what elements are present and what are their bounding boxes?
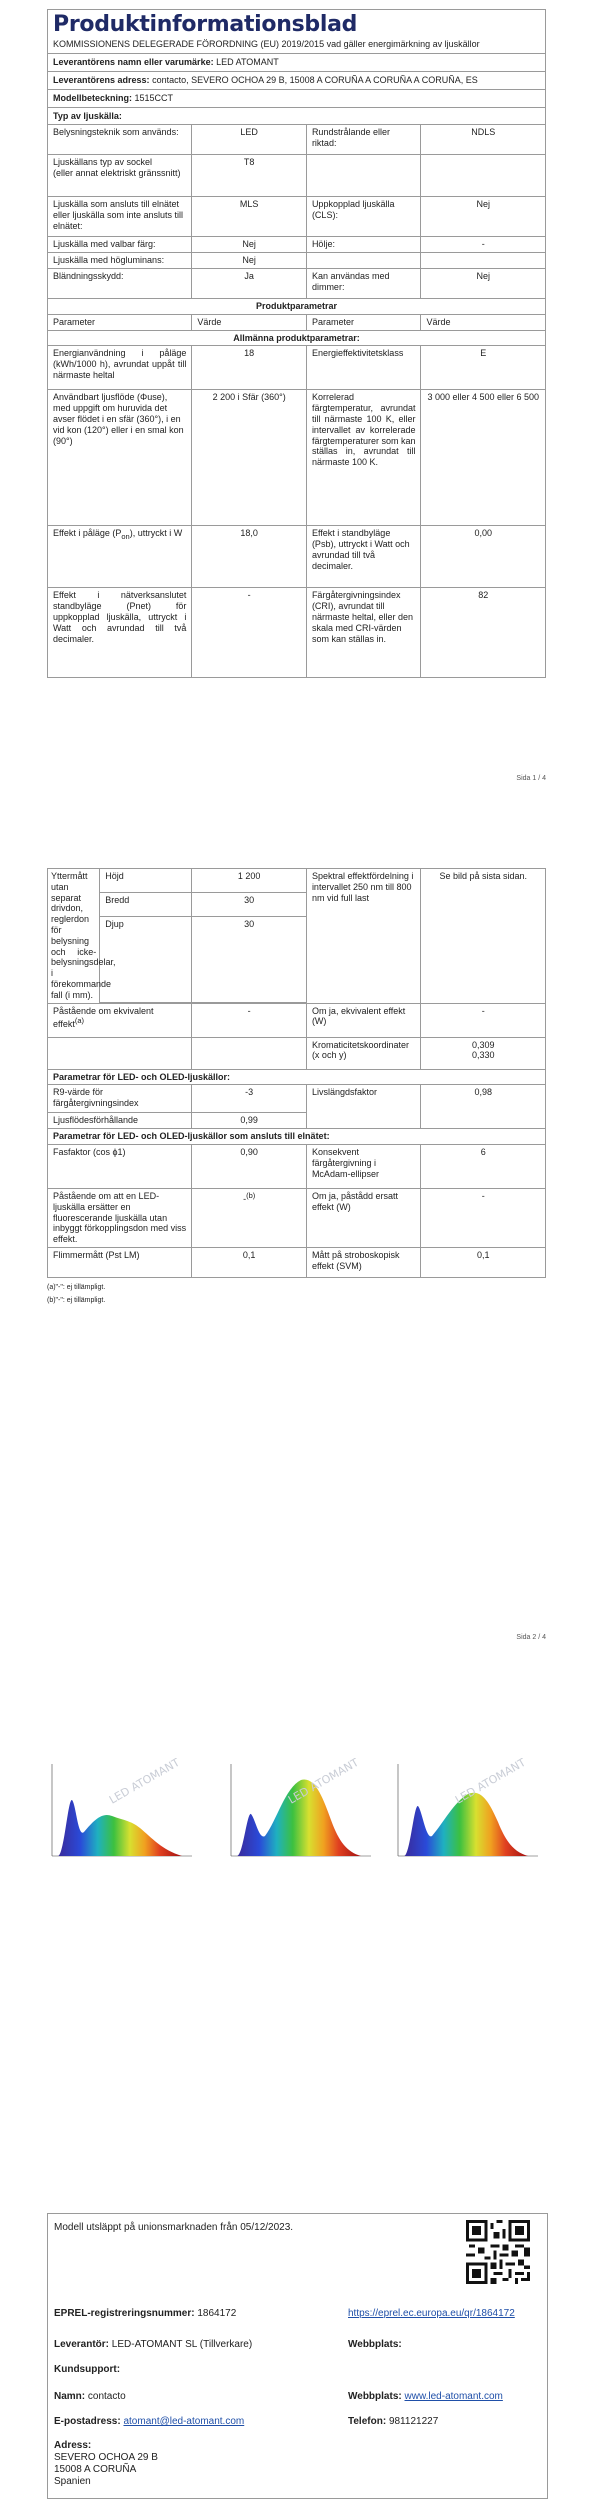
table-row bbox=[48, 1069, 546, 1085]
chroma-x: 0,309 bbox=[471, 1039, 495, 1050]
table-row bbox=[48, 390, 546, 526]
row-value: Nej bbox=[192, 237, 307, 253]
replace-value: -$^{(b)}$ bbox=[192, 1188, 307, 1247]
col-header: Parameter bbox=[48, 314, 192, 330]
row-value: Nej bbox=[421, 268, 546, 298]
supplier-value: LED-ATOMANT SL (Tillverkare) bbox=[111, 2339, 253, 2350]
socket-label: Ljuskällans typ av sockel bbox=[53, 157, 153, 168]
params-header: Produktparametrar bbox=[48, 298, 546, 314]
supplier-label: Leverantör: bbox=[54, 2339, 110, 2350]
light-type-table bbox=[47, 124, 546, 678]
row-label: Ljuskälla som ansluts till elnätet eller ljuskälla som inte ansluts till elnätet: bbox=[48, 197, 192, 237]
row-label bbox=[48, 155, 192, 197]
equiv-label: Påstående om ekvivalent effekt$^{(a)}$ bbox=[48, 1003, 192, 1037]
page-number: Sida 2 / 4 bbox=[516, 1634, 546, 1641]
spectrum-image-1 bbox=[42, 1758, 194, 1864]
page-2 bbox=[47, 868, 546, 1306]
website2-label: Webbplats: bbox=[348, 2391, 402, 2402]
row-label bbox=[306, 155, 421, 197]
row-label bbox=[306, 253, 421, 269]
qr-code-icon bbox=[466, 2220, 530, 2284]
row-value: Nej bbox=[192, 253, 307, 269]
dim-name: Höjd bbox=[100, 869, 192, 893]
dim-value: 30 bbox=[192, 892, 307, 916]
chroma-value bbox=[421, 1037, 546, 1069]
row-label: Användbart ljusflöde (Φuse), med uppgift om huruvida det avser flödet i en sfär (360°), i en vid kon (120°) eller i en smal kon (90°) bbox=[48, 390, 192, 526]
row-value: 2 200 i Sfär (360°) bbox=[192, 390, 307, 526]
supplier-address-label: Leverantörens adress: bbox=[53, 74, 150, 85]
model-row bbox=[48, 90, 545, 108]
row-label: Uppkopplad ljuskälla (CLS): bbox=[306, 197, 421, 237]
spectrum-graph bbox=[388, 1758, 540, 1864]
email-row bbox=[54, 2416, 244, 2428]
address-label: Adress: bbox=[54, 2440, 92, 2451]
spectrum-image-2 bbox=[221, 1758, 373, 1864]
row-label: Ljuskälla med valbar färg: bbox=[48, 237, 192, 253]
life-label: Livslängdsfaktor bbox=[306, 1085, 421, 1129]
r9-label: R9-värde för färgåtergivningsindex bbox=[48, 1085, 192, 1113]
row-label: Belysningsteknik som används: bbox=[48, 125, 192, 155]
flux-value: 0,99 bbox=[192, 1113, 307, 1129]
row-value: 0,00 bbox=[421, 526, 546, 588]
col-header: Värde bbox=[421, 314, 546, 330]
table-header-row bbox=[48, 314, 546, 330]
row-value: 3 000 eller 4 500 eller 6 500 bbox=[421, 390, 546, 526]
page-4-contact bbox=[47, 2213, 548, 2499]
row-value: MLS bbox=[192, 197, 307, 237]
document-title: Produktinformationsblad bbox=[53, 12, 358, 37]
row-label: Energianvändning i påläge (kWh/1000 h), avrundat uppåt till närmaste heltal bbox=[48, 346, 192, 390]
market-text: Modell utsläppt på unionsmarknaden från 05/12/2023. bbox=[54, 2222, 294, 2233]
row-label: Färgåtergivningsindex (CRI), avrundat till närmaste heltal, eller den skala med CRI-värden som kan ställas in. bbox=[306, 588, 421, 678]
table-row bbox=[48, 197, 546, 237]
row-label: Effekt i standbyläge (Psb), uttryckt i Watt och avrundad till två decimaler. bbox=[306, 526, 421, 588]
row-value: Ja bbox=[192, 268, 307, 298]
equiv2-value: - bbox=[421, 1003, 546, 1037]
website2-row bbox=[348, 2391, 503, 2403]
phone-row bbox=[348, 2416, 438, 2428]
address-line: SEVERO OCHOA 29 B bbox=[54, 2452, 158, 2463]
row-value: LED bbox=[192, 125, 307, 155]
row-value: 82 bbox=[421, 588, 546, 678]
phase-label: Fasfaktor (cos ϕ1) bbox=[48, 1144, 192, 1188]
footnote-b: (b)"-": ej tillämpligt. bbox=[47, 1297, 106, 1305]
table-row bbox=[48, 526, 546, 588]
strobe-value: 0,1 bbox=[421, 1247, 546, 1277]
row-value bbox=[421, 253, 546, 269]
table-row bbox=[48, 125, 546, 155]
supplier-name-value: LED ATOMANT bbox=[216, 57, 279, 68]
table-row bbox=[48, 330, 546, 346]
row-label: Effekt i nätverksanslutet standbyläge (Pnet) för uppkopplad ljuskälla, uttryckt i Watt och avrundad till två decimaler. bbox=[48, 588, 192, 678]
spectral-label: Spektral effektfördelning i intervallet 250 nm till 800 nm vid full last bbox=[306, 869, 421, 1004]
chroma-y: 0,330 bbox=[471, 1050, 495, 1061]
watermark: LED ATOMANT bbox=[286, 1758, 361, 1807]
name-value: contacto bbox=[87, 2391, 126, 2402]
spectrum-graph bbox=[42, 1758, 194, 1864]
phase-value: 0,90 bbox=[192, 1144, 307, 1188]
address-line: Spanien bbox=[54, 2476, 91, 2487]
row-label: Ljuskälla med högluminans: bbox=[48, 253, 192, 269]
dim-value: 30 bbox=[192, 916, 307, 1002]
macadam-value: 6 bbox=[421, 1144, 546, 1188]
dimensions-table bbox=[47, 868, 546, 1278]
equiv-value: - bbox=[192, 1003, 307, 1037]
row-value bbox=[421, 155, 546, 197]
replace2-value: - bbox=[421, 1188, 546, 1247]
mains-header: Parametrar för LED- och OLED-ljuskällor som ansluts till elnätet: bbox=[48, 1129, 546, 1145]
footnote-a: (a)"-": ej tillämpligt. bbox=[47, 1283, 106, 1291]
dim-name: Djup bbox=[100, 916, 192, 1002]
row-label: Effekt i påläge $(P_{on})$, uttryckt i W bbox=[48, 526, 192, 588]
row-value: 18 bbox=[192, 346, 307, 390]
row-value: T8 bbox=[192, 155, 307, 197]
row-value: 18,0 bbox=[192, 526, 307, 588]
website-label: Webbplats: bbox=[348, 2339, 402, 2350]
table-row bbox=[48, 1129, 546, 1145]
flux-label: Ljusflödesförhållande bbox=[48, 1113, 192, 1129]
r9-value: -3 bbox=[192, 1085, 307, 1113]
led-header: Parametrar för LED- och OLED-ljuskällor: bbox=[48, 1069, 546, 1085]
supplier-name-label: Leverantörens namn eller varumärke: bbox=[53, 57, 214, 68]
row-value: NDLS bbox=[421, 125, 546, 155]
col-header: Parameter bbox=[306, 314, 421, 330]
model-label: Modellbeteckning: bbox=[53, 92, 133, 103]
macadam-label: Konsekvent färgåtergivning i McAdam-ellipser bbox=[306, 1144, 421, 1188]
row-label: Bländningsskydd: bbox=[48, 268, 192, 298]
row-value: - bbox=[192, 588, 307, 678]
light-type-heading: Typ av ljuskälla: bbox=[53, 110, 122, 121]
eprel-label: EPREL-registreringsnummer: bbox=[54, 2308, 195, 2319]
row-label: Hölje: bbox=[306, 237, 421, 253]
life-value: 0,98 bbox=[421, 1085, 546, 1129]
page-1 bbox=[47, 9, 546, 678]
dim-name: Bredd bbox=[100, 892, 192, 916]
table-row bbox=[48, 1188, 546, 1247]
equiv2-label: Om ja, ekvivalent effekt (W) bbox=[306, 1003, 421, 1037]
socket-label-sub: (eller annat elektriskt gränssnitt) bbox=[53, 168, 181, 179]
table-row bbox=[48, 1037, 546, 1069]
dim-value: 1 200 bbox=[192, 869, 307, 893]
address-block bbox=[54, 2440, 158, 2488]
replace2-label: Om ja, påstådd ersatt effekt (W) bbox=[306, 1188, 421, 1247]
general-header: Allmänna produktparametrar: bbox=[48, 330, 546, 346]
spectrum-image-3 bbox=[388, 1758, 540, 1864]
website-link[interactable]: www.led-atomant.com bbox=[404, 2391, 503, 2402]
phone-value: 981121227 bbox=[388, 2416, 439, 2427]
eprel-link[interactable]: https://eprel.ec.europa.eu/qr/1864172 bbox=[348, 2308, 515, 2319]
chroma-label: Kromaticitetskoordinater (x och y) bbox=[306, 1037, 421, 1069]
phone-label: Telefon: bbox=[348, 2416, 387, 2427]
table-row bbox=[48, 1144, 546, 1188]
support-label: Kundsupport: bbox=[54, 2364, 121, 2375]
eprel-value: 1864172 bbox=[197, 2308, 237, 2319]
product-sheet-page1 bbox=[47, 9, 546, 125]
name-label: Namn: bbox=[54, 2391, 86, 2402]
watermark: LED ATOMANT bbox=[107, 1758, 182, 1807]
row-value: E bbox=[421, 346, 546, 390]
supplier-name-row bbox=[48, 54, 545, 72]
supplier-row bbox=[54, 2339, 252, 2351]
spectral-value: Se bild på sista sidan. bbox=[421, 869, 546, 1004]
regulation-text: KOMMISSIONENS DELEGERADE FÖRORDNING (EU) 2019/2015 vad gäller energimärkning av ljuskällor bbox=[48, 39, 545, 54]
model-value: 1515CCT bbox=[134, 92, 174, 103]
row-value: Nej bbox=[421, 197, 546, 237]
row-value: - bbox=[421, 237, 546, 253]
table-row bbox=[48, 237, 546, 253]
page-number: Sida 1 / 4 bbox=[516, 775, 546, 782]
email-label: E-postadress: bbox=[54, 2416, 121, 2427]
supplier-address-row bbox=[48, 72, 545, 90]
table-row bbox=[48, 298, 546, 314]
table-row bbox=[48, 268, 546, 298]
empty-cell bbox=[192, 1037, 307, 1069]
address-line: 15008 A CORUÑA bbox=[54, 2464, 137, 2475]
table-row bbox=[48, 1247, 546, 1277]
strobe-label: Mått på stroboskopisk effekt (SVM) bbox=[306, 1247, 421, 1277]
flicker-value: 0,1 bbox=[192, 1247, 307, 1277]
watermark: LED ATOMANT bbox=[453, 1758, 528, 1807]
supplier-address-value: contacto, SEVERO OCHOA 29 B, 15008 A CORUÑA A CORUÑA A CORUÑA, ES bbox=[152, 74, 478, 85]
name-row bbox=[54, 2391, 126, 2403]
table-row bbox=[48, 253, 546, 269]
table-row bbox=[48, 155, 546, 197]
empty-cell bbox=[48, 1037, 192, 1069]
spectrum-graph bbox=[221, 1758, 373, 1864]
eprel-row bbox=[54, 2308, 236, 2320]
replace-label: Påstående om att en LED-ljuskälla ersätter en fluorescerande ljuskälla utan inbyggt förkopplingsdon med viss effekt. bbox=[48, 1188, 192, 1247]
row-label: Energieffektivitetsklass bbox=[306, 346, 421, 390]
row-label: Korrelerad färgtemperatur, avrundat till närmaste 100 K, eller intervallet av korrelerade färgtemperaturer som kan ställas in, avrundat till närmaste 100 K. bbox=[306, 390, 421, 526]
row-label: Kan användas med dimmer: bbox=[306, 268, 421, 298]
table-row bbox=[48, 588, 546, 678]
dims-label: Yttermått utan separat drivdon, reglerdon för belysning och icke-belysningsdelar, i förekommande fall (i mm). bbox=[48, 869, 100, 1004]
col-header: Värde bbox=[192, 314, 307, 330]
flicker-label: Flimmermått (Pst LM) bbox=[48, 1247, 192, 1277]
row-label: Rundstrålande eller riktad: bbox=[306, 125, 421, 155]
table-row bbox=[48, 346, 546, 390]
table-row bbox=[48, 1003, 546, 1037]
table-row bbox=[48, 869, 546, 893]
table-row bbox=[48, 1085, 546, 1113]
email-link[interactable]: atomant@led-atomant.com bbox=[123, 2416, 245, 2427]
